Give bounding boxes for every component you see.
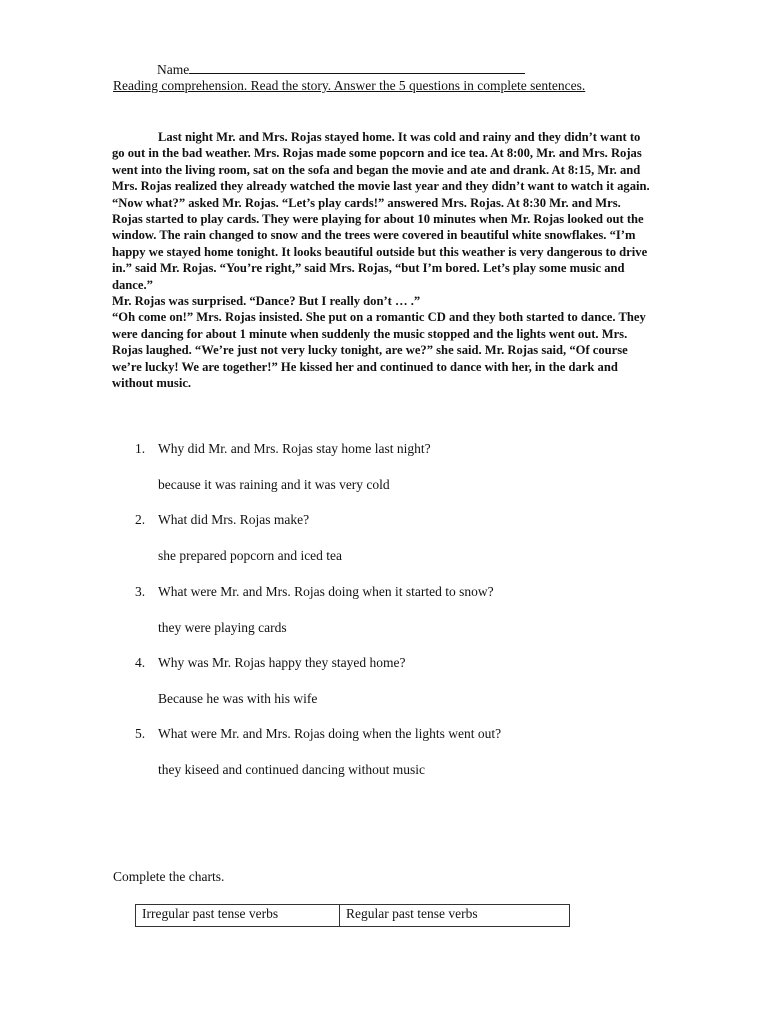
question-number: 3. [135,583,146,599]
question-text: What were Mr. and Mrs. Rojas doing when the lights went out? [158,726,502,742]
name-blank-line [189,60,525,74]
question-text: Why did Mr. and Mrs. Rojas stay home last night? [158,441,431,456]
story-text [112,129,652,392]
question-number: 4. [135,654,146,670]
question-text: Why was Mr. Rojas happy they stayed home? [158,654,406,670]
charts-instruction: Complete the charts. [113,869,225,884]
question-item [135,441,695,512]
answer-text: she prepared popcorn and iced tea [158,548,343,564]
answer-text: they kiseed and continued dancing without music [158,762,425,778]
story-paragraph: “Now what?” asked Mr. Rojas. “Let’s play cards!” answered Mrs. Rojas. At 8:30 Mr. and Mrs. Rojas started to play cards. They were playing for about 10 minutes when Mr. Rojas looked out the window. The rain changed to snow and the trees were covered in beautiful white snowflakes. “I’m happy we stayed home tonight. It looks beautiful outside but this weather is very dangerous to drive in.” said Mr. Rojas. “You’re right,” said Mrs. Rojas, “but I’m bored. Let’s play some music and dance.” [112,195,648,292]
story-paragraph: “Oh come on!” Mrs. Rojas insisted. She put on a romantic CD and they both started to dance. They were dancing for about 1 minute when suddenly the music stopped and the lights went out. Mrs. Rojas laughed. “We’re just not very lucky tonight, are we?” she said. Mr. Rojas said, “Of course we’re lucky! We are together!” He kissed her and continued to dance with her, in the dark and without music. [112,310,646,391]
question-item [135,655,695,726]
story-paragraph: Mr. Rojas was surprised. “Dance? But I really don’t … .” [112,294,421,309]
answer-text: because it was raining and it was very cold [158,477,390,492]
question-item [135,584,695,655]
question-number: 1. [135,441,146,456]
answer-text: they were playing cards [158,619,287,635]
instructions: Reading comprehension. Read the story. Answer the 5 questions in complete sentences. [113,78,586,93]
name-field-row [157,60,525,78]
verb-chart-table [135,904,570,927]
question-list [135,441,695,797]
question-item [135,726,695,797]
question-item [135,512,695,583]
name-label: Name [157,62,190,77]
regular-verbs-header: Regular past tense verbs [346,906,478,921]
story-paragraph: Last night Mr. and Mrs. Rojas stayed home. It was cold and rainy and they didn’t want to go out in the bad weather. Mrs. Rojas made some popcorn and ice tea. At 8:00, Mr. and Mrs. Rojas went into the living room, sat on the sofa and began the movie and ate and drank. At 8:15, Mr. and Mrs. Rojas realized they already watched the movie last year and they didn’t want to watch it again. [112,130,650,194]
irregular-verbs-header: Irregular past tense verbs [136,905,340,926]
answer-text: Because he was with his wife [158,690,318,706]
question-text: What did Mrs. Rojas make? [158,512,310,528]
question-text: What were Mr. and Mrs. Rojas doing when it started to snow? [158,583,494,599]
question-number: 5. [135,726,146,742]
question-number: 2. [135,512,146,528]
